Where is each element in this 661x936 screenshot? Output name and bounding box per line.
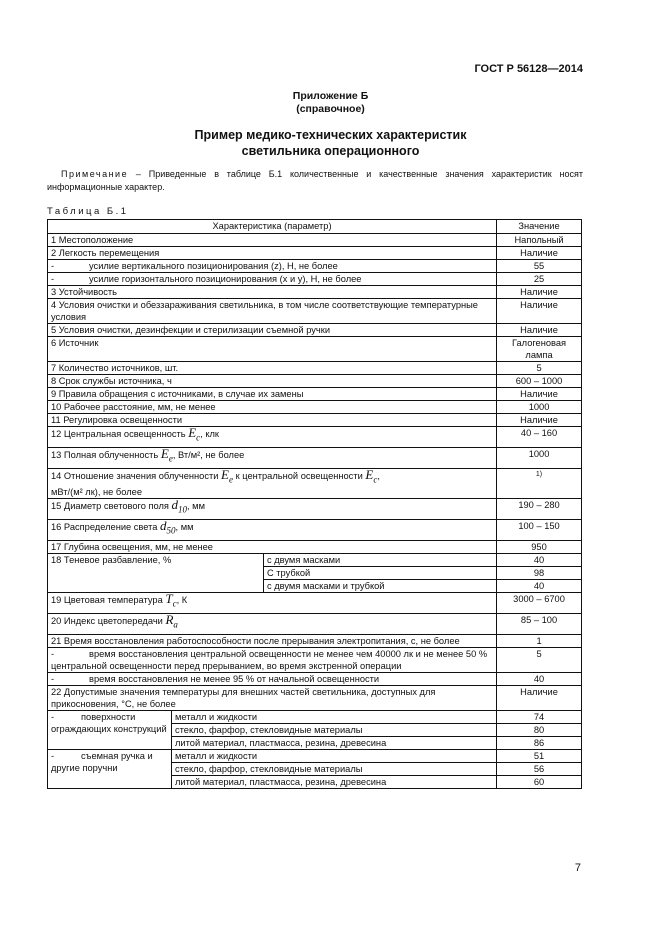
value-cell: Наличие xyxy=(497,299,582,324)
value-cell: 1000 xyxy=(497,448,582,469)
parameter-cell: 4 Условия очистки и обеззараживания светильника, в том числе соответствующие температурные условия xyxy=(48,299,497,324)
material-cell: стекло, фарфор, стекловидные материалы xyxy=(172,762,497,775)
table-row xyxy=(48,362,582,375)
table-row xyxy=(48,634,582,647)
parameter-cell xyxy=(48,448,497,469)
dash-marker: - xyxy=(51,750,55,761)
value-cell: 85 – 100 xyxy=(497,613,582,634)
value-cell: 51 xyxy=(497,749,582,762)
symbol-letter: R xyxy=(165,613,174,627)
parameter-cell xyxy=(48,519,497,540)
value-cell: Наличие xyxy=(497,247,582,260)
parameter-cell: 5 Условия очистки, дезинфекции и стерилизации съемной ручки xyxy=(48,324,497,337)
math-symbol xyxy=(161,448,173,462)
value-cell: 60 xyxy=(497,775,582,788)
value-cell: 5 xyxy=(497,647,582,672)
group-label: поверхности ограждающих конструкций xyxy=(51,711,167,734)
header-parameter: Характеристика (параметр) xyxy=(48,220,497,234)
value-cell: 190 – 280 xyxy=(497,498,582,519)
table-row xyxy=(48,469,582,499)
symbol-subscript: c xyxy=(172,598,177,609)
parameter-cell xyxy=(48,427,497,448)
dash-marker: - xyxy=(51,261,55,271)
standard-number: ГОСТ Р 56128—2014 xyxy=(474,63,583,75)
table-row xyxy=(48,498,582,519)
value-cell: 86 xyxy=(497,736,582,749)
parameter-label: , К xyxy=(176,594,188,605)
value-cell: Наличие xyxy=(497,324,582,337)
note-label: Примечание xyxy=(61,169,129,179)
value-cell: 40 xyxy=(497,553,582,566)
parameter-cell: 21 Время восстановления работоспособности после прерывания электропитания, с, не более xyxy=(48,634,497,647)
parameter-label: , xyxy=(377,471,380,481)
table-row xyxy=(48,234,582,247)
table-row xyxy=(48,613,582,634)
symbol-subscript: a xyxy=(173,619,178,630)
parameter-cell xyxy=(48,260,497,273)
symbol-subscript: c xyxy=(196,432,201,443)
sub-parameter-cell: С трубкой xyxy=(264,566,497,579)
table-row xyxy=(48,414,582,427)
appendix-heading xyxy=(0,90,661,116)
parameter-label: 15 Диаметр светового поля xyxy=(51,500,172,511)
dash-marker: - xyxy=(51,673,55,684)
symbol-letter: E xyxy=(221,468,229,482)
symbol-letter: d xyxy=(160,519,167,533)
value-cell: 56 xyxy=(497,762,582,775)
table-row xyxy=(48,519,582,540)
table-row xyxy=(48,647,582,672)
value-cell: 40 xyxy=(497,579,582,592)
symbol-letter: d xyxy=(171,498,179,512)
material-cell: литой материал, пластмасса, резина, древесина xyxy=(172,736,497,749)
symbol-subscript: c xyxy=(373,474,378,485)
parameter-cell xyxy=(48,647,497,672)
parameter-label: время восстановления не менее 95 % от начальной освещенности xyxy=(89,673,380,684)
symbol-subscript: 50 xyxy=(166,525,176,536)
table-row xyxy=(48,247,582,260)
symbol-letter: E xyxy=(365,468,374,482)
value-cell: 100 – 150 xyxy=(497,519,582,540)
table-row xyxy=(48,260,582,273)
value-cell: Наличие xyxy=(497,286,582,299)
parameter-label: 20 Индекс цветопередачи xyxy=(51,615,166,626)
symbol-letter: T xyxy=(165,592,173,606)
parameter-label: усилие горизонтального позиционирования (x и y), Н, не более xyxy=(89,274,362,284)
math-symbol xyxy=(365,469,377,483)
parameter-label: 13 Полная облученность xyxy=(51,450,161,460)
table-row xyxy=(48,448,582,469)
parameter-cell xyxy=(48,498,497,519)
table-row xyxy=(48,299,582,324)
note xyxy=(47,168,583,193)
table-row xyxy=(48,427,582,448)
sub-parameter-cell: с двумя масками xyxy=(264,553,497,566)
parameter-cell xyxy=(48,273,497,286)
note-text: – Приведенные в таблице Б.1 количественные и качественные значения характеристик носят информационные характер. xyxy=(47,169,583,192)
parameter-label: усилие вертикального позиционирования (z), Н, не более xyxy=(89,261,338,271)
table-row xyxy=(48,286,582,299)
group-label: съемная ручка и другие поручни xyxy=(51,750,153,773)
parameter-cell: 8 Срок службы источника, ч xyxy=(48,375,497,388)
dash-marker: - xyxy=(51,274,55,284)
value-cell: 1000 xyxy=(497,401,582,414)
value-cell: 3000 – 6700 xyxy=(497,592,582,613)
value-cell: Наличие xyxy=(497,414,582,427)
appendix-subtitle: (справочное) xyxy=(296,103,365,115)
value-cell: 80 xyxy=(497,723,582,736)
header-value: Значение xyxy=(497,220,582,234)
parameter-cell: 22 Допустимые значения температуры для внешних частей светильника, доступных для прикосновения, °С, не более xyxy=(48,685,497,710)
value-cell: 55 xyxy=(497,260,582,273)
parameter-cell: 3 Устойчивость xyxy=(48,286,497,299)
symbol-letter: E xyxy=(188,426,197,440)
table-caption: Таблица Б.1 xyxy=(47,206,129,217)
table-row xyxy=(48,710,582,723)
table-row xyxy=(48,273,582,286)
material-cell: металл и жидкости xyxy=(172,710,497,723)
table-row xyxy=(48,375,582,388)
symbol-subscript: e xyxy=(168,453,173,464)
parameter-cell xyxy=(48,592,497,613)
parameter-cell: 11 Регулировка освещенности xyxy=(48,414,497,427)
value-cell: 1 xyxy=(497,634,582,647)
parameter-cell: 2 Легкость перемещения xyxy=(48,247,497,260)
value-cell: 74 xyxy=(497,710,582,723)
table-header-row xyxy=(48,220,582,234)
material-cell: стекло, фарфор, стекловидные материалы xyxy=(172,723,497,736)
parameter-label: к центральной освещенности xyxy=(233,471,366,481)
material-cell: металл и жидкости xyxy=(172,749,497,762)
table-row xyxy=(48,672,582,685)
math-symbol xyxy=(171,498,188,515)
table-row xyxy=(48,685,582,710)
parameter-label: , мм xyxy=(175,521,194,532)
parameter-cell: 10 Рабочее расстояние, мм, не менее xyxy=(48,401,497,414)
value-cell: 5 xyxy=(497,362,582,375)
value-cell: 40 xyxy=(497,672,582,685)
table-row xyxy=(48,592,582,613)
value-cell: Напольный xyxy=(497,234,582,247)
parameter-cell: 17 Глубина освещения, мм, не менее xyxy=(48,540,497,553)
value-cell: Галогеновая лампа xyxy=(497,337,582,362)
parameter-cell: 9 Правила обращения с источниками, в случае их замены xyxy=(48,388,497,401)
parameter-cell: 6 Источник xyxy=(48,337,497,362)
value-cell: 98 xyxy=(497,566,582,579)
parameter-label: 14 Отношение значения облученности xyxy=(51,471,222,481)
table-row xyxy=(48,337,582,362)
math-symbol xyxy=(165,592,177,609)
page-number: 7 xyxy=(574,862,581,874)
value-cell: Наличие xyxy=(497,685,582,710)
table-row xyxy=(48,388,582,401)
parameter-label: 16 Распределение света xyxy=(51,521,161,532)
symbol-subscript: 10 xyxy=(178,504,188,515)
group-label-cell xyxy=(48,749,172,788)
parameter-cell: 1 Местоположение xyxy=(48,234,497,247)
table-row xyxy=(48,553,582,566)
parameter-label: , клк xyxy=(200,429,220,439)
math-symbol xyxy=(188,427,200,441)
parameter-cell: 7 Количество источников, шт. xyxy=(48,362,497,375)
parameter-label: , Вт/м², не более xyxy=(172,450,245,460)
group-label-cell xyxy=(48,710,172,749)
parameter-label: 19 Цветовая температура xyxy=(51,594,166,605)
table-row xyxy=(48,401,582,414)
dash-marker: - xyxy=(51,648,55,659)
parameter-cell xyxy=(48,613,497,634)
value-cell: 40 – 160 xyxy=(497,427,582,448)
value-cell: 600 – 1000 xyxy=(497,375,582,388)
parameter-cell xyxy=(48,672,497,685)
material-cell: литой материал, пластмасса, резина, древесина xyxy=(172,775,497,788)
appendix-title: Приложение Б xyxy=(292,90,369,102)
characteristics-table xyxy=(47,219,582,789)
math-symbol xyxy=(165,613,178,630)
value-cell: 1) xyxy=(497,469,582,499)
parameter-cell xyxy=(48,469,497,499)
parameter-label: , мм xyxy=(187,500,205,511)
dash-marker: - xyxy=(51,711,55,722)
value-cell: 25 xyxy=(497,273,582,286)
document-title xyxy=(0,127,661,159)
table-row xyxy=(48,540,582,553)
parameter-label: мВт/(м² лк), не более xyxy=(51,486,142,497)
value-cell: 950 xyxy=(497,540,582,553)
parameter-label: время восстановления центральной освещенности не менее чем 40000 лк и не менее 50 % центральной освещенности перед прерыванием, во время экстренной операции xyxy=(51,648,488,671)
math-symbol xyxy=(160,519,176,536)
parameter-label: 12 Центральная освещенность xyxy=(51,429,189,439)
symbol-letter: E xyxy=(160,447,169,461)
table-row xyxy=(48,324,582,337)
value-cell: Наличие xyxy=(497,388,582,401)
table-row xyxy=(48,749,582,762)
sub-parameter-cell: с двумя масками и трубкой xyxy=(264,579,497,592)
document-title-line2: светильника операционного xyxy=(241,144,420,158)
math-symbol xyxy=(221,469,233,483)
symbol-subscript: e xyxy=(229,474,233,485)
parameter-cell: 18 Теневое разбавление, % xyxy=(48,553,264,592)
document-title-line1: Пример медико-технических характеристик xyxy=(194,128,467,142)
